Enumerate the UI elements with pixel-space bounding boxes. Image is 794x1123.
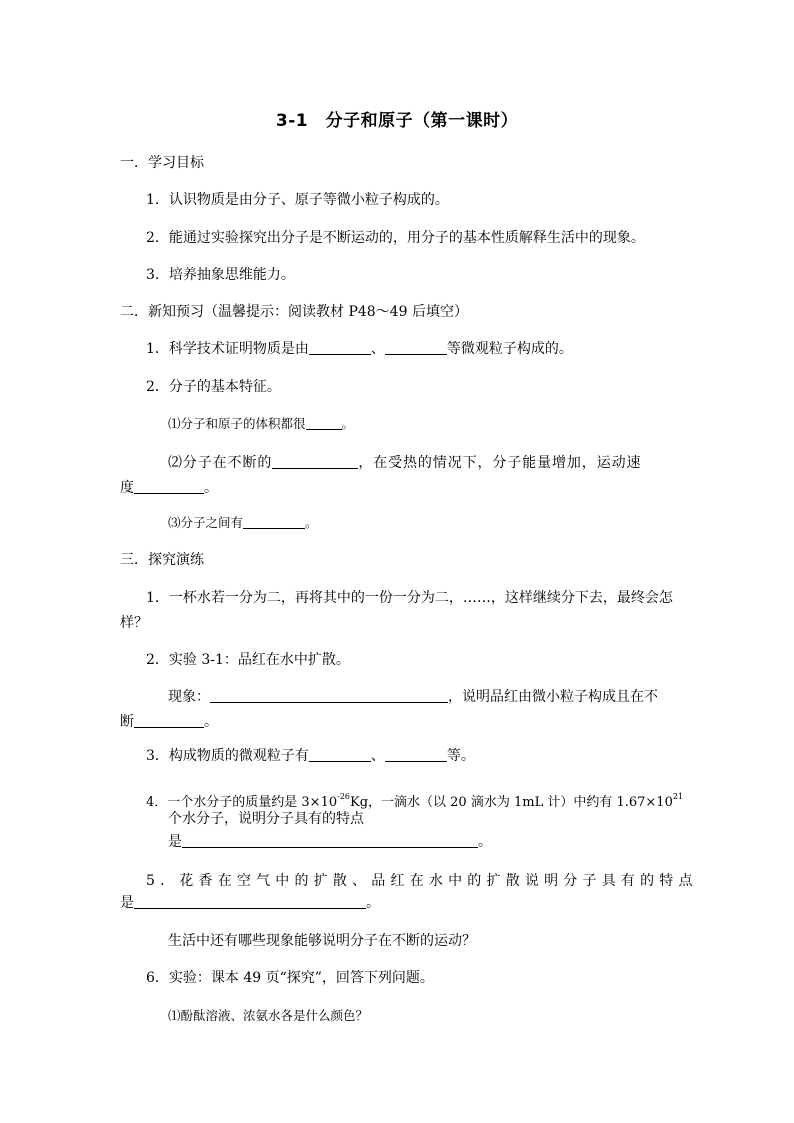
explore-question-4-cont: 个水分子，说明分子具有的特点 (168, 811, 364, 827)
section-heading-preview: 二．新知预习（温馨提示：阅读教材 P48～49 后填空） (120, 304, 468, 320)
answer-blank[interactable] (134, 713, 204, 728)
section-heading-explore: 三．探究演练 (120, 552, 204, 568)
explore-question-2: 2．实验 3-1：品红在水中扩散。 (146, 652, 350, 668)
answer-blank[interactable] (272, 454, 358, 469)
explore-observation-cont: 断 。 (120, 714, 218, 730)
answer-blank[interactable] (306, 415, 342, 430)
goal-item-2: 2．能通过实验探究出分子是不断运动的，用分子的基本性质解释生活中的现象。 (146, 230, 645, 246)
explore-question-5-extra: 生活中还有哪些现象能够说明分子在不断的运动？ (168, 933, 476, 949)
preview-question-1: 1．科学技术证明物质是由 、 等微观粒子构成的。 (146, 341, 573, 357)
explore-question-5-answer: 是 。 (120, 895, 380, 911)
answer-blank[interactable] (309, 747, 371, 762)
section-heading-goals: 一．学习目标 (120, 155, 204, 171)
explore-question-1: 1．一杯水若一分为二，再将其中的一份一分为二，……，这样继续分下去，最终会怎 (146, 590, 673, 606)
goal-item-1: 1．认识物质是由分子、原子等微小粒子构成的。 (146, 192, 449, 208)
answer-blank[interactable] (134, 894, 366, 909)
explore-question-6: 6．实验：课本 49 页“探究”，回答下列问题。 (146, 970, 434, 986)
explore-question-6-1: ⑴酚酞溶液、浓氨水各是什么颜色？ (168, 1008, 369, 1023)
preview-question-2-1: ⑴分子和原子的体积都很 。 (168, 416, 355, 431)
explore-question-3: 3．构成物质的微观粒子有 、 等。 (146, 748, 475, 764)
answer-blank[interactable] (385, 747, 447, 762)
answer-blank[interactable] (210, 688, 448, 703)
explore-question-4: 4．一个水分子的质量约是 $3\times 10^{-26}Kg$，一滴水（以 20 滴水为 1mL 计）中约有 $1.67\times 10^{21}$ (146, 792, 684, 810)
explore-question-4-answer: 是 。 (168, 834, 492, 850)
answer-blank[interactable] (385, 340, 447, 355)
preview-question-2-3: ⑶分子之间有 。 (168, 515, 318, 530)
preview-question-2-2: ⑵分子在不断的 ，在受热的情况下，分子能量增加，运动速 (168, 455, 642, 471)
explore-question-1-cont: 样？ (120, 615, 148, 631)
answer-blank[interactable] (134, 479, 204, 494)
explore-question-5: 5．花香在空气中的扩散、品红在水中的扩散说明分子具有的特点 (146, 873, 698, 889)
answer-blank[interactable] (182, 833, 478, 848)
answer-blank[interactable] (243, 514, 305, 529)
preview-question-2-2-cont: 度 。 (120, 480, 218, 496)
page-title: 3-1 分子和原子（第一课时） (275, 111, 519, 131)
explore-observation: 现象： ，说明品红由微小粒子构成且在不 (168, 689, 658, 705)
answer-blank[interactable] (309, 340, 371, 355)
goal-item-3: 3．培养抽象思维能力。 (146, 267, 295, 283)
preview-question-2: 2．分子的基本特征。 (146, 379, 281, 395)
